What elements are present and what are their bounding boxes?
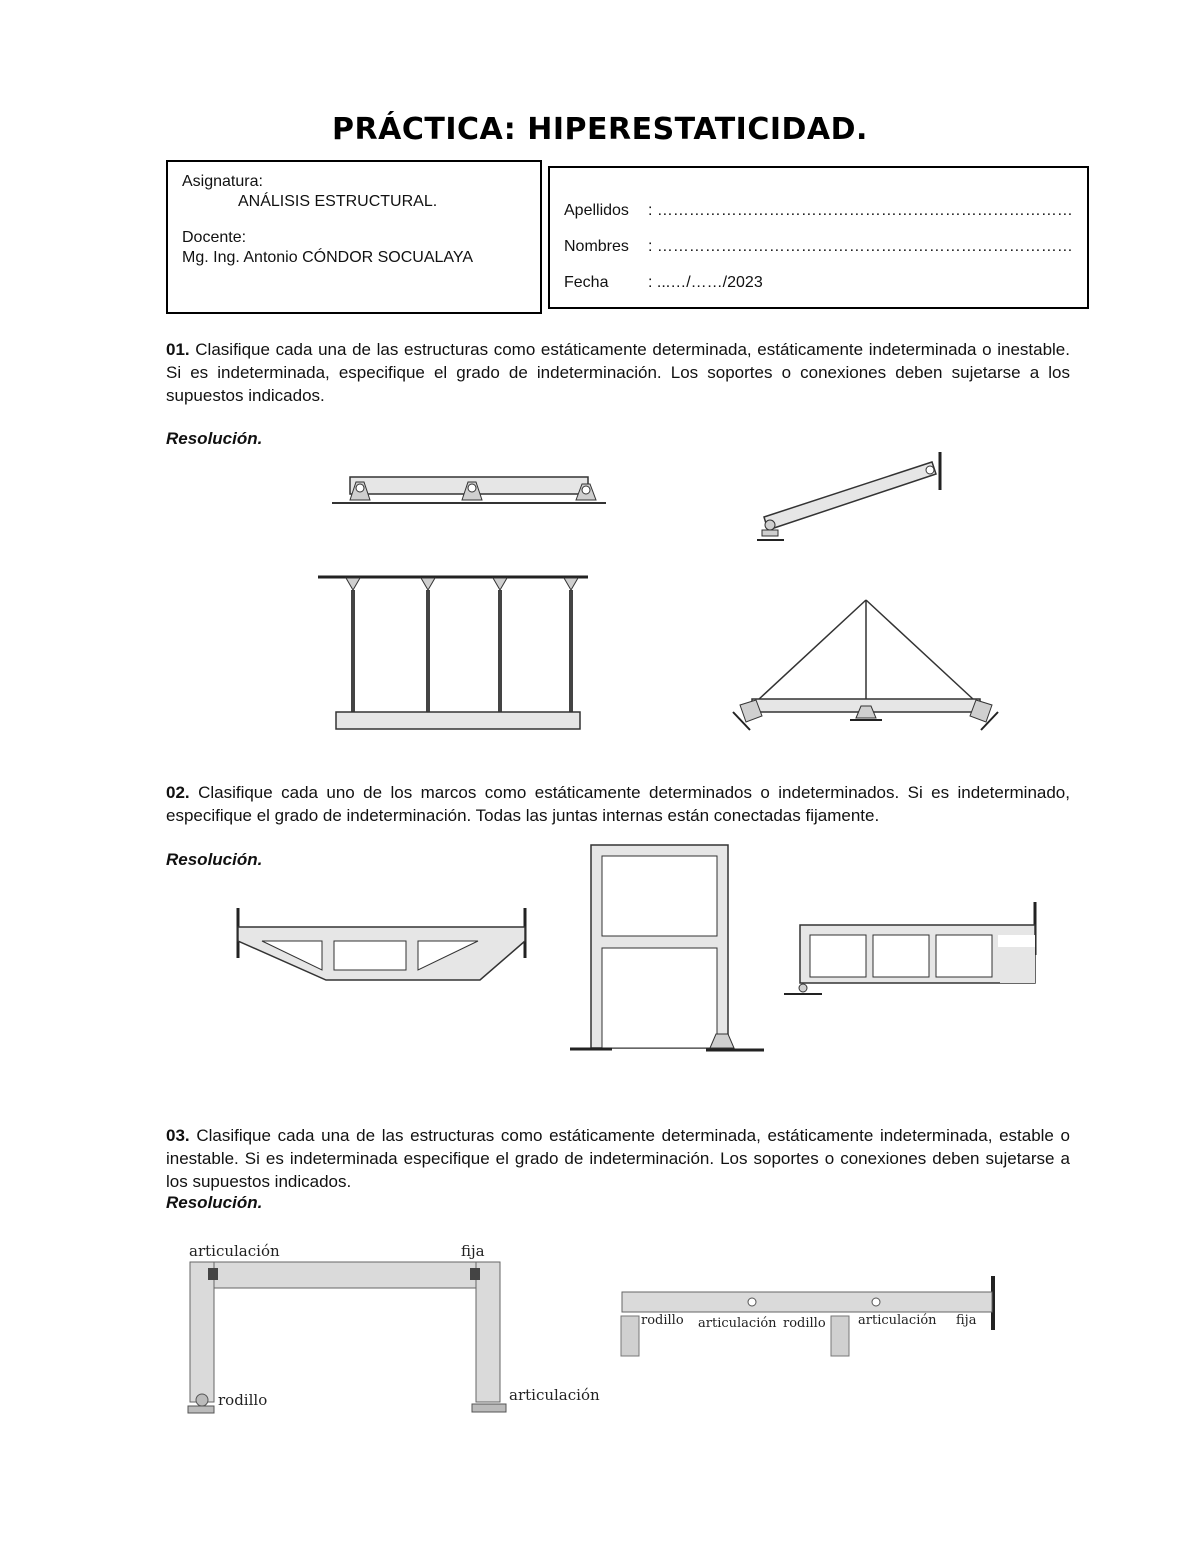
- label-articulacion-1: articulación: [698, 1316, 777, 1331]
- label-fija-top: fija: [461, 1242, 485, 1260]
- question-2: [166, 781, 1070, 827]
- question-3: [166, 1124, 1070, 1193]
- q1-truss-beam: [733, 600, 998, 730]
- label-articulacion-frame: articulación: [509, 1386, 600, 1404]
- fecha-label: Fecha: [564, 274, 609, 291]
- question-3-resolution: Resolución.: [166, 1193, 263, 1212]
- question-2-resolution: Resolución.: [166, 850, 263, 869]
- nombres-label: Nombres: [564, 238, 629, 255]
- question-1-text: Clasifique cada una de las estructuras como estáticamente determinada, estáticamente indeterminada o inestable. Si es indeterminada, especifique el grado de indeterminación. Los soportes o conexiones deben sujetarse a los supuestos indicados.: [166, 340, 1070, 405]
- question-3-number: 03.: [166, 1126, 190, 1145]
- question-1-resolution: Resolución.: [166, 429, 263, 448]
- apellidos-label: Apellidos: [564, 202, 629, 219]
- q3-portal-frame: [188, 1242, 600, 1413]
- docente-value: Mg. Ing. Antonio CÓNDOR SOCUALAYA: [182, 249, 474, 266]
- q2-two-storey-frame: [570, 845, 764, 1050]
- label-fija-beam: fija: [956, 1313, 977, 1328]
- apellidos-value: : ……………………………………………………………………: [648, 202, 1073, 219]
- label-rodillo-frame: rodillo: [218, 1391, 268, 1409]
- fecha-value: : ...…/……/2023: [648, 274, 763, 291]
- label-rodillo-2: rodillo: [783, 1316, 826, 1331]
- label-articulacion-top: articulación: [189, 1242, 280, 1260]
- label-articulacion-2: articulación: [858, 1313, 937, 1328]
- question-2-text: Clasifique cada uno de los marcos como estáticamente determinados o indeterminados. Si es indeterminado, especifique el grado de indeterminación. Todas las juntas internas están conectadas fijamente.: [166, 783, 1070, 825]
- question-2-number: 02.: [166, 783, 190, 802]
- q1-beam-three-supports: [332, 477, 606, 503]
- q1-inclined-beam: [757, 452, 940, 540]
- label-rodillo-1: rodillo: [641, 1313, 684, 1328]
- nombres-value: : ……………………………………………………………………: [648, 238, 1073, 255]
- q3-hinged-beam: [621, 1276, 993, 1356]
- question-3-text: Clasifique cada una de las estructuras como estáticamente determinada, estáticamente indeterminada, estable o inestable. Si es indeterminada especifique el grado de indeterminación. Los soportes o conexiones deben sujetarse a los supuestos indicados.: [166, 1126, 1071, 1191]
- docente-label: Docente:: [182, 229, 247, 246]
- asignatura-label: Asignatura:: [182, 173, 263, 190]
- asignatura-value: ANÁLISIS ESTRUCTURAL.: [238, 193, 438, 210]
- question-1-number: 01.: [166, 340, 190, 359]
- q1-suspended-beam: [318, 577, 588, 729]
- q2-box-frame: [784, 902, 1035, 994]
- q2-fixed-frame: [238, 908, 525, 980]
- page-title: PRÁCTICA: HIPERESTATICIDAD.: [332, 112, 868, 147]
